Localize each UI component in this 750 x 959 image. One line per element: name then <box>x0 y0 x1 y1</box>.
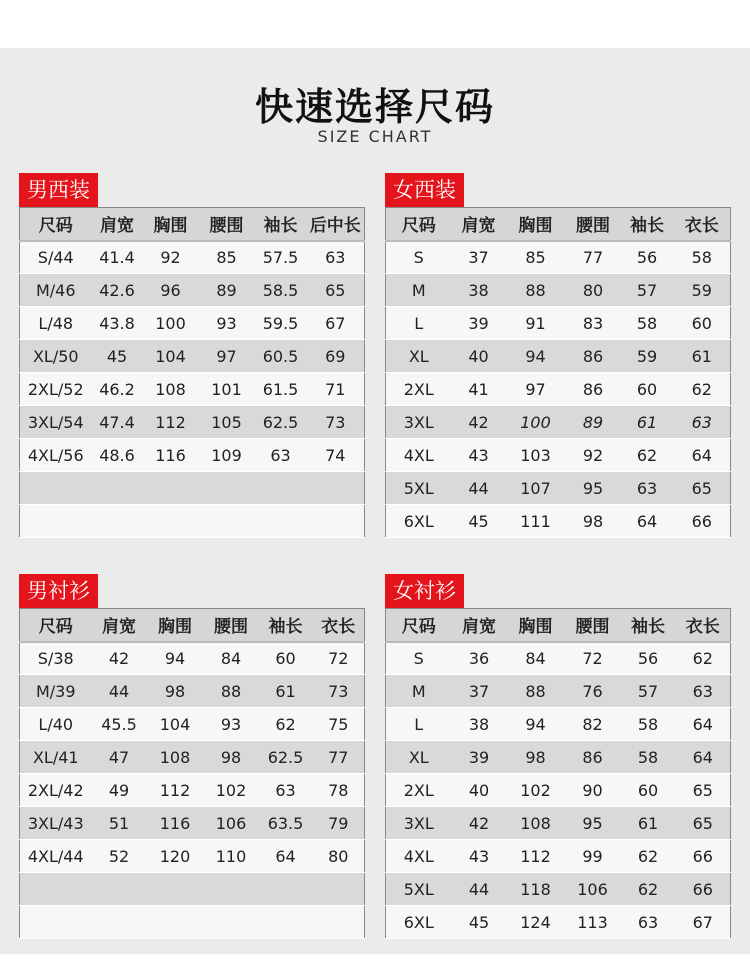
table-cell: 63 <box>255 439 307 472</box>
table-cell: 64 <box>674 439 731 472</box>
table-cell: 3XL <box>386 807 452 840</box>
table-cell: 2XL <box>386 774 452 807</box>
table-cell: 63 <box>674 406 731 439</box>
table-cell: S/38 <box>20 642 92 675</box>
table-cell: XL <box>386 340 452 373</box>
table-cell: 58 <box>674 241 731 274</box>
table-cell: 83 <box>566 307 621 340</box>
table-cell <box>255 472 307 505</box>
table-cell: 42 <box>452 406 506 439</box>
women-shirt-table <box>385 608 731 939</box>
table-row <box>386 307 731 340</box>
table-row <box>20 642 365 675</box>
table-cell: 56 <box>621 241 674 274</box>
table-cell: M <box>386 675 452 708</box>
table-cell: 104 <box>147 708 204 741</box>
column-header: 胸围 <box>506 208 566 241</box>
table-cell: 44 <box>452 472 506 505</box>
table-row <box>386 708 731 741</box>
table-cell: 105 <box>199 406 255 439</box>
table-cell: 88 <box>507 675 565 708</box>
table-cell: 42 <box>452 807 507 840</box>
table-cell: L <box>386 307 452 340</box>
table-cell: 63 <box>621 472 674 505</box>
table-cell: 85 <box>506 241 566 274</box>
table-cell: 112 <box>147 774 204 807</box>
table-row <box>20 274 365 307</box>
table-cell: 62 <box>676 642 731 675</box>
table-cell: 99 <box>565 840 621 873</box>
table-cell: 6XL <box>386 505 452 538</box>
table-cell: 61 <box>674 340 731 373</box>
table-cell: 86 <box>566 373 621 406</box>
table-cell: 100 <box>143 307 199 340</box>
table-cell: 56 <box>621 642 676 675</box>
table-cell: 5XL <box>386 472 452 505</box>
column-header: 衣长 <box>313 609 365 642</box>
page-subtitle: SIZE CHART <box>317 127 433 146</box>
table-cell: 39 <box>452 307 506 340</box>
table-row <box>386 505 731 538</box>
table-row <box>20 505 365 538</box>
table-cell: 60 <box>259 642 313 675</box>
table-cell: 92 <box>566 439 621 472</box>
table-cell: 47 <box>92 741 147 774</box>
table-cell: 48.6 <box>92 439 143 472</box>
table-cell: 86 <box>565 741 621 774</box>
table-header-row <box>386 208 731 241</box>
table-cell <box>307 505 365 538</box>
table-row <box>20 873 365 906</box>
table-cell: 78 <box>313 774 365 807</box>
table-cell: 66 <box>676 873 731 906</box>
table-row <box>386 774 731 807</box>
table-row <box>386 873 731 906</box>
table-cell: 59 <box>621 340 674 373</box>
table-cell: 95 <box>566 472 621 505</box>
table-cell: 63 <box>621 906 676 939</box>
column-header: 尺码 <box>20 609 92 642</box>
table-cell: 57.5 <box>255 241 307 274</box>
table-header-row <box>386 609 731 642</box>
table-cell: 98 <box>204 741 259 774</box>
table-cell: 85 <box>199 241 255 274</box>
table-cell: 116 <box>143 439 199 472</box>
table-cell: 46.2 <box>92 373 143 406</box>
table-row <box>386 340 731 373</box>
table-cell: 102 <box>507 774 565 807</box>
table-cell: 94 <box>506 340 566 373</box>
column-header: 尺码 <box>386 609 452 642</box>
table-cell: 91 <box>506 307 566 340</box>
table-cell <box>259 873 313 906</box>
table-cell: 72 <box>565 642 621 675</box>
table-cell: 4XL/44 <box>20 840 92 873</box>
table-cell: 61 <box>259 675 313 708</box>
table-cell: 109 <box>199 439 255 472</box>
column-header: 袖长 <box>255 208 307 241</box>
table-cell: 58 <box>621 741 676 774</box>
table-row <box>20 472 365 505</box>
table-cell: 108 <box>143 373 199 406</box>
table-cell: 42 <box>92 642 147 675</box>
table-cell <box>143 505 199 538</box>
table-cell: 71 <box>307 373 365 406</box>
table-cell: 100 <box>506 406 566 439</box>
table-cell <box>255 505 307 538</box>
table-cell: 89 <box>566 406 621 439</box>
women-shirt-section <box>385 574 730 946</box>
table-cell: 92 <box>143 241 199 274</box>
table-cell: 41 <box>452 373 506 406</box>
table-cell: L/48 <box>20 307 92 340</box>
table-cell: 65 <box>676 774 731 807</box>
table-cell: 61 <box>621 807 676 840</box>
table-cell: 96 <box>143 274 199 307</box>
table-cell: 45 <box>452 906 507 939</box>
table-row <box>20 840 365 873</box>
table-row <box>20 241 365 274</box>
table-row <box>20 741 365 774</box>
table-cell: 58.5 <box>255 274 307 307</box>
table-cell: 57 <box>621 675 676 708</box>
table-cell <box>259 906 313 939</box>
table-cell: 106 <box>204 807 259 840</box>
table-cell: 110 <box>204 840 259 873</box>
table-cell: 59 <box>674 274 731 307</box>
table-cell: 106 <box>565 873 621 906</box>
table-cell: 38 <box>452 708 507 741</box>
women-suit-table <box>385 207 731 538</box>
column-header: 衣长 <box>676 609 731 642</box>
table-cell: XL/50 <box>20 340 92 373</box>
table-cell: 77 <box>566 241 621 274</box>
table-cell: 94 <box>147 642 204 675</box>
table-cell: 45 <box>92 340 143 373</box>
table-cell: 62 <box>259 708 313 741</box>
table-cell: XL <box>386 741 452 774</box>
table-cell: 62 <box>674 373 731 406</box>
table-cell: 120 <box>147 840 204 873</box>
table-cell: 49 <box>92 774 147 807</box>
table-cell: 61 <box>621 406 674 439</box>
table-cell: 65 <box>307 274 365 307</box>
table-cell <box>92 873 147 906</box>
table-cell: 93 <box>199 307 255 340</box>
table-cell: 67 <box>307 307 365 340</box>
table-cell: 58 <box>621 307 674 340</box>
table-cell: L <box>386 708 452 741</box>
table-cell: 60 <box>621 774 676 807</box>
table-cell: 59.5 <box>255 307 307 340</box>
men-suit-label: 男西装 <box>19 173 98 207</box>
table-cell: 75 <box>313 708 365 741</box>
table-row <box>20 675 365 708</box>
table-cell: 90 <box>565 774 621 807</box>
women-suit-label: 女西装 <box>385 173 464 207</box>
table-cell: 63 <box>676 675 731 708</box>
table-cell: 57 <box>621 274 674 307</box>
table-row <box>386 439 731 472</box>
column-header: 袖长 <box>621 609 676 642</box>
table-cell: 69 <box>307 340 365 373</box>
table-cell: 47.4 <box>92 406 143 439</box>
table-cell: 98 <box>566 505 621 538</box>
table-cell: 41.4 <box>92 241 143 274</box>
column-header: 胸围 <box>507 609 565 642</box>
table-cell: 111 <box>506 505 566 538</box>
table-cell: 112 <box>143 406 199 439</box>
table-cell: 45.5 <box>92 708 147 741</box>
table-cell: 36 <box>452 642 507 675</box>
table-cell <box>204 873 259 906</box>
table-cell: 89 <box>199 274 255 307</box>
table-row <box>386 274 731 307</box>
table-cell: 80 <box>566 274 621 307</box>
table-cell: 124 <box>507 906 565 939</box>
table-cell: 2XL <box>386 373 452 406</box>
table-cell: 66 <box>674 505 731 538</box>
table-cell: 40 <box>452 340 506 373</box>
table-row <box>386 807 731 840</box>
table-cell: M/39 <box>20 675 92 708</box>
column-header: 肩宽 <box>452 609 507 642</box>
table-cell: S <box>386 241 452 274</box>
table-cell <box>199 505 255 538</box>
table-cell: 80 <box>313 840 365 873</box>
column-header: 肩宽 <box>92 609 147 642</box>
table-cell: 63.5 <box>259 807 313 840</box>
table-row <box>20 906 365 939</box>
table-cell <box>20 505 92 538</box>
men-shirt-section <box>19 574 364 946</box>
table-cell <box>307 472 365 505</box>
table-cell <box>204 906 259 939</box>
table-cell: 58 <box>621 708 676 741</box>
table-cell: 62.5 <box>255 406 307 439</box>
table-cell: 103 <box>506 439 566 472</box>
table-row <box>20 708 365 741</box>
table-cell: 64 <box>676 708 731 741</box>
table-cell: 88 <box>506 274 566 307</box>
column-header: 后中长 <box>307 208 365 241</box>
table-cell: 43 <box>452 840 507 873</box>
table-cell <box>143 472 199 505</box>
column-header: 腰围 <box>199 208 255 241</box>
table-row <box>386 642 731 675</box>
table-cell: 108 <box>507 807 565 840</box>
table-cell: 73 <box>307 406 365 439</box>
men-suit-section <box>19 173 364 545</box>
column-header: 胸围 <box>143 208 199 241</box>
table-cell: 4XL <box>386 439 452 472</box>
table-header-row <box>20 609 365 642</box>
table-cell: 60.5 <box>255 340 307 373</box>
table-cell: 39 <box>452 741 507 774</box>
table-cell: 64 <box>621 505 674 538</box>
table-header-row <box>20 208 365 241</box>
table-row <box>386 741 731 774</box>
table-cell: 62 <box>621 439 674 472</box>
table-row <box>20 373 365 406</box>
table-cell: 63 <box>307 241 365 274</box>
table-cell: 84 <box>204 642 259 675</box>
table-cell: 51 <box>92 807 147 840</box>
table-cell: 62 <box>621 840 676 873</box>
table-cell: 44 <box>92 675 147 708</box>
table-cell: 65 <box>674 472 731 505</box>
table-cell: 43 <box>452 439 506 472</box>
table-cell <box>92 906 147 939</box>
men-shirt-label: 男衬衫 <box>19 574 98 608</box>
table-row <box>20 774 365 807</box>
table-cell <box>147 906 204 939</box>
table-cell: 107 <box>506 472 566 505</box>
column-header: 肩宽 <box>452 208 506 241</box>
table-cell: L/40 <box>20 708 92 741</box>
table-cell: 60 <box>674 307 731 340</box>
table-cell: 113 <box>565 906 621 939</box>
column-header: 肩宽 <box>92 208 143 241</box>
table-cell <box>313 873 365 906</box>
table-row <box>386 406 731 439</box>
table-cell: 63 <box>259 774 313 807</box>
table-cell: 62 <box>621 873 676 906</box>
table-cell: 4XL/56 <box>20 439 92 472</box>
table-cell: 72 <box>313 642 365 675</box>
column-header: 腰围 <box>566 208 621 241</box>
table-cell: 104 <box>143 340 199 373</box>
table-cell <box>199 472 255 505</box>
table-row <box>386 840 731 873</box>
page-title: 快速选择尺码 <box>254 85 495 129</box>
table-cell <box>20 472 92 505</box>
table-cell: 2XL/42 <box>20 774 92 807</box>
table-cell <box>20 906 92 939</box>
table-cell: 93 <box>204 708 259 741</box>
table-cell: 2XL/52 <box>20 373 92 406</box>
table-cell: 98 <box>507 741 565 774</box>
table-cell: 52 <box>92 840 147 873</box>
table-cell: 40 <box>452 774 507 807</box>
table-row <box>386 472 731 505</box>
table-cell: 45 <box>452 505 506 538</box>
table-cell: 77 <box>313 741 365 774</box>
table-cell: 97 <box>199 340 255 373</box>
table-cell: 61.5 <box>255 373 307 406</box>
table-cell: 37 <box>452 675 507 708</box>
table-cell: S <box>386 642 452 675</box>
column-header: 尺码 <box>20 208 92 241</box>
table-cell: 112 <box>507 840 565 873</box>
table-row <box>20 439 365 472</box>
table-cell: 95 <box>565 807 621 840</box>
table-cell: 82 <box>565 708 621 741</box>
women-suit-section <box>385 173 730 545</box>
table-cell: 74 <box>307 439 365 472</box>
table-cell <box>147 873 204 906</box>
column-header: 腰围 <box>204 609 259 642</box>
men-suit-table <box>19 207 365 538</box>
column-header: 衣长 <box>674 208 731 241</box>
table-cell: XL/41 <box>20 741 92 774</box>
table-cell: 64 <box>676 741 731 774</box>
table-row <box>20 807 365 840</box>
table-cell: 66 <box>676 840 731 873</box>
men-shirt-table <box>19 608 365 939</box>
table-cell: 43.8 <box>92 307 143 340</box>
table-cell: 3XL/43 <box>20 807 92 840</box>
table-cell: 62.5 <box>259 741 313 774</box>
table-cell <box>92 505 143 538</box>
table-row <box>20 340 365 373</box>
table-cell: 88 <box>204 675 259 708</box>
table-cell <box>20 873 92 906</box>
table-cell: 76 <box>565 675 621 708</box>
table-cell: M <box>386 274 452 307</box>
table-row <box>386 906 731 939</box>
table-cell: 37 <box>452 241 506 274</box>
table-cell <box>313 906 365 939</box>
column-header: 袖长 <box>621 208 674 241</box>
table-cell: 44 <box>452 873 507 906</box>
table-row <box>20 406 365 439</box>
table-cell: 73 <box>313 675 365 708</box>
table-cell: 108 <box>147 741 204 774</box>
table-cell: 5XL <box>386 873 452 906</box>
table-cell: S/44 <box>20 241 92 274</box>
table-cell: 98 <box>147 675 204 708</box>
table-cell: 94 <box>507 708 565 741</box>
table-cell: 4XL <box>386 840 452 873</box>
table-cell: 67 <box>676 906 731 939</box>
table-row <box>386 675 731 708</box>
table-cell: 116 <box>147 807 204 840</box>
table-cell: 86 <box>566 340 621 373</box>
table-cell: 118 <box>507 873 565 906</box>
women-shirt-label: 女衬衫 <box>385 574 464 608</box>
column-header: 袖长 <box>259 609 313 642</box>
table-cell: 65 <box>676 807 731 840</box>
table-cell: 64 <box>259 840 313 873</box>
column-header: 腰围 <box>565 609 621 642</box>
table-cell: 102 <box>204 774 259 807</box>
table-cell: 42.6 <box>92 274 143 307</box>
table-cell: 84 <box>507 642 565 675</box>
table-cell: 38 <box>452 274 506 307</box>
table-row <box>386 241 731 274</box>
table-cell: 6XL <box>386 906 452 939</box>
table-cell: 97 <box>506 373 566 406</box>
table-cell <box>92 472 143 505</box>
table-cell: 3XL/54 <box>20 406 92 439</box>
table-cell: 101 <box>199 373 255 406</box>
table-row <box>386 373 731 406</box>
table-row <box>20 307 365 340</box>
table-cell: 79 <box>313 807 365 840</box>
table-cell: 60 <box>621 373 674 406</box>
table-cell: M/46 <box>20 274 92 307</box>
table-cell: 3XL <box>386 406 452 439</box>
column-header: 尺码 <box>386 208 452 241</box>
column-header: 胸围 <box>147 609 204 642</box>
